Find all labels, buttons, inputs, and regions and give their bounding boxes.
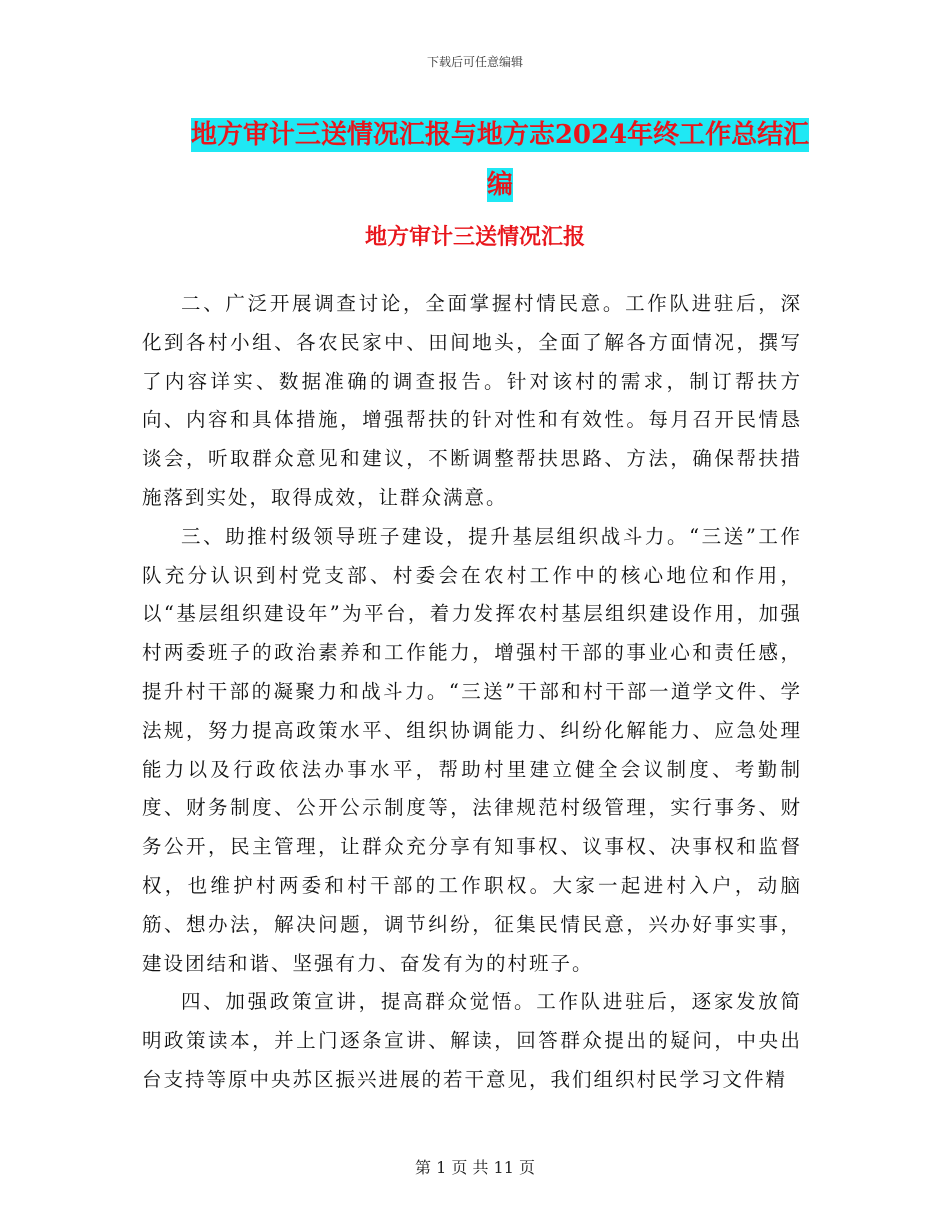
paragraph-4: 四、加强政策宣讲，提高群众觉悟。工作队进驻后，逐家发放简明政策读本，并上门逐条宣讲、解读，回答群众提出的疑问，中央出台支持等原中央苏区振兴进展的若干意见，我们组织村民学习文件精 xyxy=(142,990,802,1091)
document-body xyxy=(142,285,802,1100)
page-indicator: 第 1 页 共 11 页 xyxy=(415,1158,535,1177)
document-title-text: 地方审计三送情况汇报与地方志2024年终工作总结汇编 xyxy=(190,120,810,200)
section-title: 地方审计三送情况汇报 xyxy=(364,224,585,250)
paragraph-3: 三、助推村级领导班子建设，提升基层组织战斗力。“三送”工作队充分认识到村党支部、村委会在农村工作中的核心地位和作用，以“基层组织建设年”为平台，着力发挥农村基层组织建设作用，加强村两委班子的政治素养和工作能力，增强村干部的事业心和责任感，提升村干部的凝聚力和战斗力。“三送”干部和村干部一道学文件、学法规，努力提高政策水平、组织协调能力、纠纷化解能力、应急处理能力以及行政依法办事水平，帮助村里建立健全会议制度、考勤制度、财务制度、公开公示制度等，法律规范村级管理，实行事务、财务公开，民主管理，让群众充分享有知事权、议事权、决事权和监督权，也维护村两委和村干部的工作职权。大家一起进村入户，动脑筋、想办法，解决问题，调节纠纷，征集民情民意，兴办好事实事，建设团结和谐、坚强有力、奋发有为的村班子。 xyxy=(142,524,802,975)
header-note: 下载后可任意编辑 xyxy=(426,55,523,69)
paragraph-2: 二、广泛开展调查讨论，全面掌握村情民意。工作队进驻后，深化到各村小组、各农民家中、田间地头，全面了解各方面情况，撰写了内容详实、数据准确的调查报告。针对该村的需求，制订帮扶方向、内容和具体措施，增强帮扶的针对性和有效性。每月召开民情恳谈会，听取群众意见和建议，不断调整帮扶思路、方法，确保帮扶措施落到实处，取得成效，让群众满意。 xyxy=(142,292,802,509)
document-title xyxy=(180,110,820,210)
